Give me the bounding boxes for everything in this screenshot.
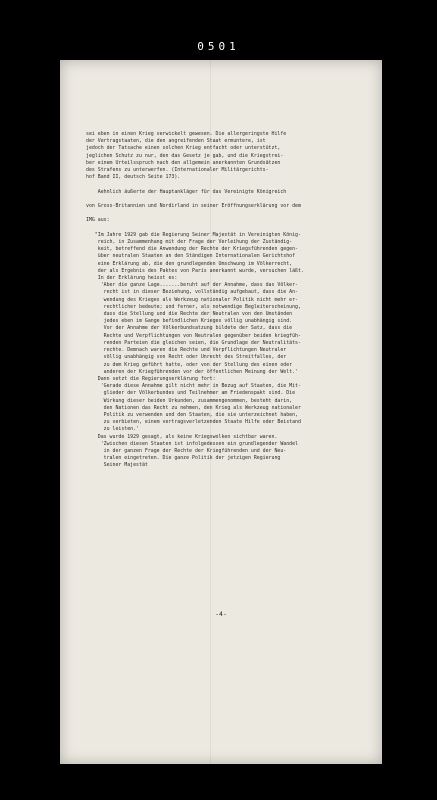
text-line: 'Zwischen diesen Staaten ist infolgedessen ein grundlegender Wandel [86, 440, 298, 447]
text-line: des Strafens zu unterwerfen. (Internationaler Militärgerichts- [86, 167, 269, 174]
text-line: 'Gerade diese Annahme gilt nicht mehr in Bezug auf Staaten, die Mit- [86, 383, 301, 390]
text-line [86, 181, 372, 188]
text-line: 'Aber die ganze Lage.......beruht auf der Annahme, dass das Völker- [86, 282, 298, 289]
text-line: den Nationen das Recht zu nehmen, den Krieg als Werkzeug nationaler [86, 404, 301, 411]
text-line: sei eben in einen Krieg verwickelt gewesen. Die allergeringste Hilfe [86, 131, 287, 137]
microfilm-frame-number: 0501 [197, 40, 240, 53]
text-line: jeglichen Schutz zu nur, den das Gesetz je gab, und die Kriegstrei- [86, 152, 284, 159]
text-line: rechte. Demnach waren die Rechte und Verpflichtungen Neutraler [86, 347, 287, 354]
document-page [60, 60, 382, 764]
text-line: Das wurde 1929 gesagt, als keine Kriegswolken sichtbar waren. [86, 433, 278, 440]
text-line: In der Erklärung heisst es: [86, 275, 178, 282]
text-line: in der ganzen Frage der Rechte der Kriegführenden und der Neu- [86, 447, 287, 454]
text-line: Seiner Majestät [86, 462, 148, 469]
text-line: wendung des Krieges als Werkzeug nationaler Politik nicht mehr er- [86, 296, 298, 303]
text-line [86, 210, 372, 217]
text-line: tralen eingetreten. Die ganze Politik der jetzigen Regierung [86, 455, 281, 462]
text-line: zu verbieten, einem vertragsverletzenden Staate Hilfe oder Beistand [86, 419, 301, 426]
text-line [86, 196, 372, 203]
text-line: Dann setzt die Regierungserklärung fort: [86, 375, 216, 382]
typewritten-text [86, 131, 372, 470]
text-line [86, 225, 372, 232]
text-line: "Im Jahre 1929 gab die Regierung Seiner Majestät in Vereinigten König- [86, 231, 301, 238]
text-line: hof Band II, deutsch Seite 173). [86, 174, 181, 181]
text-line: eine Erklärung ab, die den grundlegenden Umschwung im Völkerrecht, [86, 260, 293, 267]
text-line: Wirkung dieser beiden Urkunden, zusammengenommen, besteht darin, [86, 397, 293, 404]
text-line: IMG aus: [86, 217, 110, 224]
text-line: keit, betreffend die Anwendung der Rechte der Kriegsführenden gegen- [86, 246, 298, 253]
text-line: zu leisten.' [86, 426, 139, 433]
text-line: jedoch der Tatsache einen solchen Krieg entfacht oder unterstützt, [86, 145, 281, 152]
text-line: anderen der Kriegführenden vor der öffentlichen Meinung der Welt.' [86, 368, 298, 375]
text-line: rechtlicher bedeute; und ferner, als notwendige Begleiterscheinung, [86, 303, 301, 310]
text-line: ber einem Urteilsspruch nach den allgemein anerkannten Grundsätzen [86, 159, 281, 166]
text-line: renden Parteien die gleichen seien, die Grundlage der Neutralitäts- [86, 339, 301, 346]
text-line: über neutralen Staaten an den Ständigen Internationalen Gerichtshof [86, 253, 296, 260]
text-line: glieder der Völkerbundes und Teilnehmer am Friedenspakt sind. Die [86, 390, 296, 397]
text-line: von Gross-Britannien und Nordirland in seiner Eröffnungserklärung vor dem [86, 203, 301, 210]
page-number: -4- [215, 610, 227, 618]
text-line: recht ist in dieser Beziehung, vollständig aufgebaut, dass die An- [86, 289, 298, 296]
text-line: Politik zu verwenden und den Staaten, die sie unterzeichnet haben, [86, 411, 298, 418]
text-line: jedes eben im Gange befindlichen Krieges völlig unabhängig sind. [86, 318, 293, 325]
text-line: völlig unabhängig von Recht oder Unrecht des Streitfalles, der [86, 354, 287, 361]
text-line: der als Ergebnis des Paktes von Paris anerkannt wurde, versuchen läßt. [86, 267, 304, 274]
text-line: zu dem Krieg geführt hatte, oder von der Stellung des einen oder [86, 361, 293, 368]
text-line: Aehnlich äußerte der Hauptankläger für das Vereinigte Königreich [86, 188, 287, 195]
text-line: der Vertragstaaten, die den angreifenden Staat ermuntere, ist [86, 138, 266, 145]
text-line: Vor der Annahme der Völkerbundsatzung bildete der Satz, dass die [86, 325, 293, 332]
text-line: reich, in Zusammenhang mit der Frage der Verleihung der Zuständig- [86, 239, 293, 246]
text-line: Rechte und Verpflichtungen von Neutralen gegenüber beiden kriegfüh- [86, 332, 301, 339]
text-line: dass die Stellung und die Rechte der Neutralen von den Umständen [86, 311, 293, 318]
